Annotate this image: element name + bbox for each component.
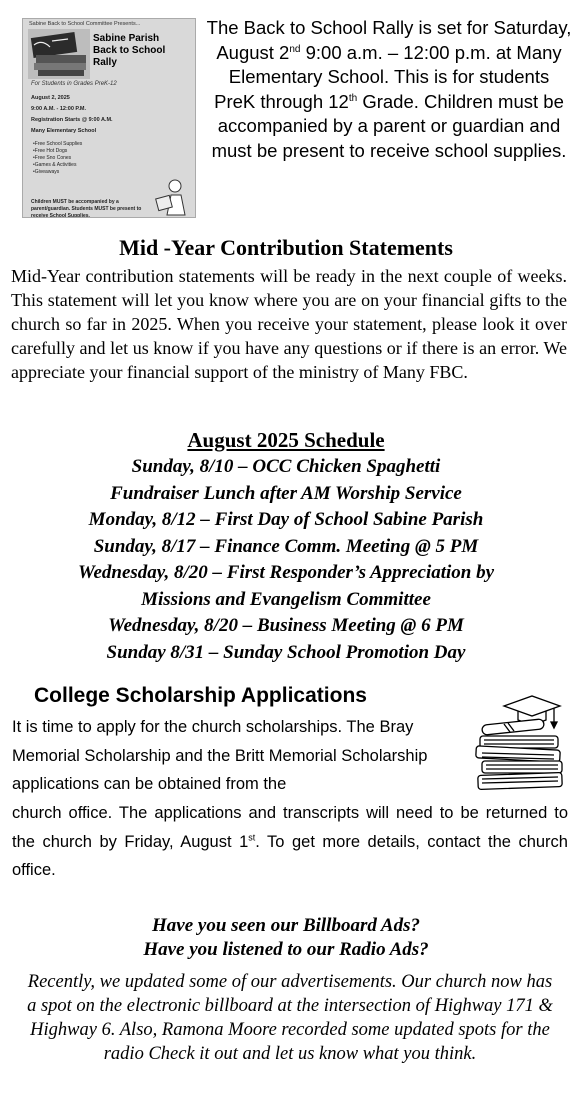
flyer-item: • Games & Activities xyxy=(33,162,82,169)
schedule-list xyxy=(0,454,572,666)
flyer-item: • Giveaways xyxy=(33,169,82,176)
flyer-title-line-1: Sabine Parish xyxy=(93,33,160,44)
scholarship-paragraph-bottom xyxy=(12,799,568,885)
schedule-line: Missions and Evangelism Committee xyxy=(141,588,431,610)
flyer-item: • Free School Supplies xyxy=(33,141,82,148)
rally-text-2: 9:00 a.m. – 12:00 p.m. at Many Elementary School. This is for students PreK through 12 xyxy=(214,41,562,112)
school-books-graphic xyxy=(28,29,90,79)
rally-announcement xyxy=(206,16,572,163)
schedule-line: Fundraiser Lunch after AM Worship Service xyxy=(110,482,462,504)
flyer-time: 9:00 A.M. - 12:00 P.M. xyxy=(31,106,87,112)
flyer-items xyxy=(33,141,82,176)
scholarship-date-suffix: st xyxy=(248,832,256,842)
flyer-date: August 2, 2025 xyxy=(31,95,70,101)
ads-heading-billboard: Have you seen our Billboard Ads? xyxy=(152,915,420,936)
schedule-line: Sunday, 8/17 – Finance Comm. Meeting @ 5 PM xyxy=(93,535,479,557)
flyer-grades: For Students in Grades PreK-12 xyxy=(31,81,117,87)
flyer-item: • Free Sno Cones xyxy=(33,155,82,162)
rally-text-3: Grade. Children must be accompanied by a parent or guardian and must be present to receive school supplies. xyxy=(211,90,567,161)
rally-date-suffix: nd xyxy=(289,43,301,55)
midyear-heading: Mid -Year Contribution Statements xyxy=(119,235,453,260)
schedule-line: Sunday 8/31 – Sunday School Promotion Day xyxy=(106,641,466,663)
rally-grade-suffix: th xyxy=(348,92,358,104)
flyer-note: Children MUST be accompanied by a parent/guardian. Students MUST be present to receive School Supplies. xyxy=(31,199,142,218)
schedule-line: Wednesday, 8/20 – First Responder’s Appreciation by xyxy=(77,562,495,583)
schedule-line: Sunday, 8/10 – OCC Chicken Spaghetti xyxy=(131,456,441,477)
flyer-title xyxy=(93,33,196,69)
schedule-heading: August 2025 Schedule xyxy=(187,428,385,452)
rally-text-1: The Back to School Rally is set for Saturday, August 2 xyxy=(206,17,572,63)
flyer-item: • Free Hot Dogs xyxy=(33,148,82,155)
scholarship-text-2: . To get more details, contact the church office. xyxy=(12,832,568,879)
ads-paragraph: Recently, we updated some of our advertisements. Our church now has a spot on the electronic billboard at the intersection of Highway 171 & Highway 6. Also, Ramona Moore recorded some updated spots for the radio Check it out and let us know what you think. xyxy=(27,972,553,1064)
ads-heading-radio: Have you listened to our Radio Ads? xyxy=(143,939,429,960)
flyer-registration: Registration Starts @ 9:00 A.M. xyxy=(31,117,113,123)
midyear-paragraph: Mid-Year contribution statements will be ready in the next couple of weeks. This statement will let you know where you are on your financial gifts to the church so far in 2025. When you receive your statement, please look it over carefully and let us know if you have any questions or if there is an error. We appreciate your financial support of the ministry of Many FBC. xyxy=(11,266,567,382)
schedule-line: Wednesday, 8/20 – Business Meeting @ 6 PM xyxy=(108,615,464,636)
ads-heading xyxy=(0,914,572,962)
scholarship-text-1: church office. The applications and transcripts will need to be returned to the church by Friday, August 1 xyxy=(12,804,568,851)
flyer-title-line-2: Back to School xyxy=(93,45,166,56)
scholarship-paragraph-top: It is time to apply for the church scholarships. The Bray Memorial Scholarship and the Britt Memorial Scholarship applications can be obtained from the xyxy=(12,718,428,793)
flyer-location: Many Elementary School xyxy=(31,128,97,134)
graduation-books-icon xyxy=(474,692,568,794)
schedule-line: Monday, 8/12 – First Day of School Sabine Parish xyxy=(88,509,484,530)
flyer-title-line-3: Rally xyxy=(93,57,117,68)
back-to-school-flyer xyxy=(22,18,196,218)
scholarship-heading: College Scholarship Applications xyxy=(34,684,367,707)
student-figure-graphic xyxy=(153,177,195,217)
flyer-presents: Sabine Back to School Committee Presents... xyxy=(29,21,141,27)
